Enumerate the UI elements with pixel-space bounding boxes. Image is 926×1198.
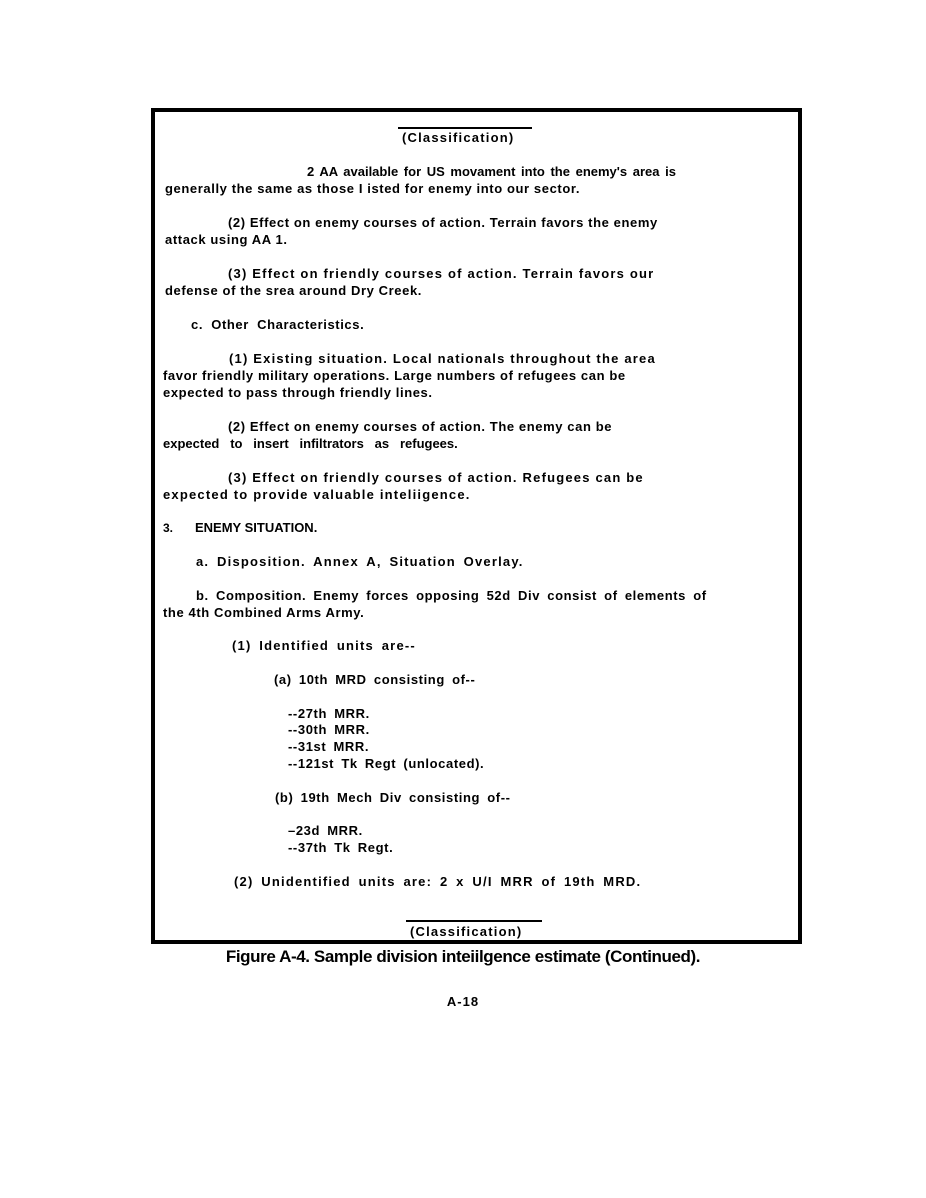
para-line: (2) Unidentified units are: 2 x U/I MRR of 19th MRD. — [234, 874, 642, 889]
para-line: generally the same as those I isted for enemy into our sector. — [165, 181, 581, 196]
list-item: –23d MRR. — [288, 823, 363, 838]
para-line: (3) Effect on friendly courses of action. Refugees can be — [228, 470, 644, 485]
para-line: expected to pass through friendly lines. — [163, 385, 433, 400]
figure-caption: Figure A-4. Sample division inteiilgence estimate (Continued). — [225, 947, 701, 966]
classification-top-rule — [398, 127, 532, 129]
para-line: (a) 10th MRD consisting of-- — [274, 672, 476, 687]
para-line: defense of the srea around Dry Creek. — [165, 283, 422, 298]
para-line: (1) Existing situation. Local nationals throughout the area — [229, 351, 656, 366]
section-heading: ENEMY SITUATION. — [195, 520, 318, 535]
list-item: --27th MRR. — [288, 706, 370, 721]
section-heading: c. Other Characteristics. — [191, 317, 365, 332]
list-item: --37th Tk Regt. — [288, 840, 394, 855]
para-line: expected to provide valuable inteliigence. — [163, 487, 471, 502]
para-line: (3) Effect on friendly courses of action. Terrain favors our — [228, 266, 655, 281]
para-line: expected to insert infiltrators as refugees. — [163, 436, 458, 451]
para-line: b. Composition. Enemy forces opposing 52d Div consist of elements of — [196, 588, 707, 603]
para-line: (2) Effect on enemy courses of action. The enemy can be — [228, 419, 613, 434]
list-item: --30th MRR. — [288, 722, 370, 737]
classification-bottom: (Classification) — [410, 924, 523, 939]
para-line: favor friendly military operations. Large numbers of refugees can be — [163, 368, 626, 383]
classification-bottom-rule — [406, 920, 542, 922]
para-line: (1) Identified units are-- — [232, 638, 416, 653]
para-line: (b) 19th Mech Div consisting of-- — [275, 790, 511, 805]
para-line: attack using AA 1. — [165, 232, 288, 247]
section-number: 3. — [163, 521, 174, 535]
page-number: A-18 — [446, 994, 480, 1009]
para-line: a. Disposition. Annex A, Situation Overlay. — [196, 554, 524, 569]
para-line: 2 AA available for US movament into the enemy's area is — [307, 164, 676, 179]
list-item: --121st Tk Regt (unlocated). — [288, 756, 485, 771]
list-item: --31st MRR. — [288, 739, 370, 754]
para-line: the 4th Combined Arms Army. — [163, 605, 365, 620]
para-line: (2) Effect on enemy courses of action. Terrain favors the enemy — [228, 215, 658, 230]
classification-top: (Classification) — [402, 130, 515, 145]
